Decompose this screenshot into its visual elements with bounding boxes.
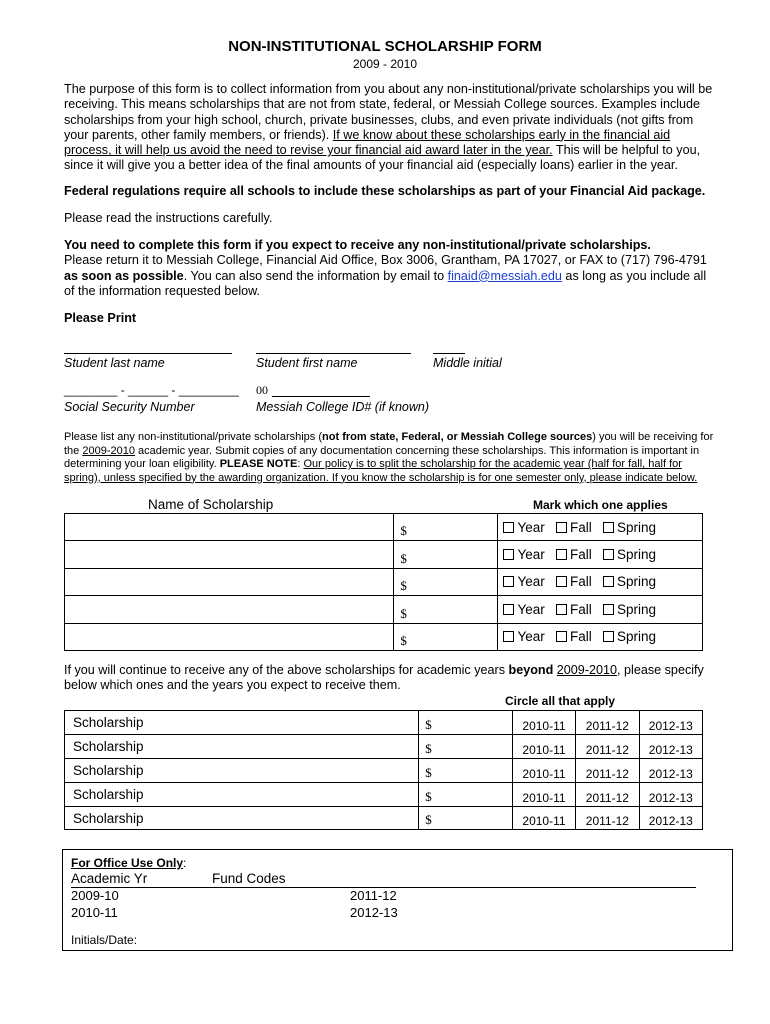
form-title: NON-INSTITUTIONAL SCHOLARSHIP FORM xyxy=(228,38,542,55)
office-year-2012: 2012-13 xyxy=(350,905,398,920)
option-fall[interactable] xyxy=(556,520,592,535)
office-colon: : xyxy=(183,856,187,870)
office-year-2009: 2009-10 xyxy=(71,888,119,903)
scholarship-name-cell[interactable] xyxy=(65,568,394,595)
dollar-sign: $ xyxy=(425,788,432,804)
year-option[interactable]: 2010-11 xyxy=(522,790,566,805)
dollar-sign: $ xyxy=(400,578,407,594)
please-note: PLEASE NOTE xyxy=(219,458,298,471)
scholarship-label-cell[interactable] xyxy=(65,782,419,806)
scholarship-name-cell[interactable] xyxy=(65,514,394,541)
beyond-d: , please specify below which ones and the years you expect to receive them. xyxy=(64,663,704,693)
office-year-2011: 2011-12 xyxy=(350,888,397,903)
purpose-end: This will be helpful to you, since it will give you a better idea of the final amounts of your financial aid (especially loans) earlier in the year. xyxy=(64,143,701,173)
office-use-box xyxy=(62,849,733,951)
year-option-cell[interactable] xyxy=(576,711,639,735)
future-scholarship-row xyxy=(65,806,703,830)
option-fall[interactable] xyxy=(556,547,592,562)
future-scholarship-row xyxy=(65,711,703,735)
email-link[interactable]: finaid@messiah.edu xyxy=(447,268,562,283)
option-spring[interactable] xyxy=(603,602,656,617)
checkbox-icon[interactable] xyxy=(603,549,614,560)
return-end: as long as you include all of the information requested below. xyxy=(64,268,707,298)
purpose-underlined: If we know about these scholarships early in the financial aid process, it will help us avoid the need to revise your financial aid award later in the year. xyxy=(64,127,671,158)
option-year[interactable] xyxy=(503,574,544,589)
note-year: 2009-2010 xyxy=(82,444,135,457)
scholarship-name-cell[interactable] xyxy=(65,541,394,568)
spring-label: Spring xyxy=(617,574,657,590)
year-option-cell[interactable] xyxy=(576,734,639,758)
dollar-sign: $ xyxy=(400,605,407,621)
year-option-cell[interactable] xyxy=(639,782,702,806)
future-amount-cell[interactable] xyxy=(419,806,513,830)
year-option-cell[interactable] xyxy=(512,806,575,830)
scholarship-label-cell[interactable] xyxy=(65,711,419,735)
fall-label: Fall xyxy=(570,629,592,645)
option-spring[interactable] xyxy=(603,574,656,589)
scholarship-row xyxy=(65,568,703,595)
checkbox-icon[interactable] xyxy=(603,522,614,533)
year-option[interactable]: 2011-12 xyxy=(585,790,629,805)
form-year: 2009 - 2010 xyxy=(352,57,418,71)
scholarship-label: Scholarship xyxy=(73,786,144,802)
last-name-label: Student last name xyxy=(64,356,165,370)
future-amount-cell[interactable] xyxy=(419,758,513,782)
college-id-label: Messiah College ID# (if known) xyxy=(256,400,429,414)
circle-all-header: Circle all that apply xyxy=(505,694,616,708)
year-option[interactable]: 2011-12 xyxy=(585,718,629,733)
year-option[interactable]: 2010-11 xyxy=(522,718,566,733)
scholarship-label: Scholarship xyxy=(73,762,144,778)
beyond-a: If you will continue to receive any of the above scholarships for academic years xyxy=(64,663,509,677)
note-a: Please list any non-institutional/private scholarships ( xyxy=(64,431,323,443)
future-amount-cell[interactable] xyxy=(419,711,513,735)
year-option[interactable]: 2010-11 xyxy=(522,766,566,781)
middle-initial-field[interactable] xyxy=(433,353,465,354)
dollar-sign: $ xyxy=(400,550,407,566)
option-spring[interactable] xyxy=(603,629,656,644)
term-options-cell xyxy=(498,568,703,595)
asap-text: as soon as possible xyxy=(64,268,184,283)
note-e: academic year. Submit copies of any documentation concerning these scholarships. This information is important in determining your loan eligibility. xyxy=(64,444,700,471)
option-year[interactable] xyxy=(503,602,544,617)
year-option[interactable]: 2011-12 xyxy=(585,742,629,757)
scholarship-row xyxy=(65,514,703,541)
option-spring[interactable] xyxy=(603,547,656,562)
dollar-sign: $ xyxy=(400,523,407,539)
future-scholarship-row xyxy=(65,758,703,782)
year-option[interactable]: 2011-12 xyxy=(585,814,629,829)
option-fall[interactable] xyxy=(556,629,592,644)
office-year-2010: 2010-11 xyxy=(71,905,118,920)
note-b: not from state, Federal, or Messiah College sources xyxy=(322,431,593,443)
spring-label: Spring xyxy=(617,547,657,563)
checkbox-icon[interactable] xyxy=(556,549,567,560)
year-option[interactable]: 2012-13 xyxy=(648,790,693,805)
scholarship-label-cell[interactable] xyxy=(65,734,419,758)
year-option-cell[interactable] xyxy=(512,782,575,806)
name-of-scholarship-header: Name of Scholarship xyxy=(148,497,274,512)
future-amount-cell[interactable] xyxy=(419,734,513,758)
academic-yr-label: Academic Yr xyxy=(71,871,148,886)
future-amount-cell[interactable] xyxy=(419,782,513,806)
term-options-cell xyxy=(498,541,703,568)
year-option-cell[interactable] xyxy=(512,711,575,735)
year-option[interactable]: 2012-13 xyxy=(648,766,693,781)
fall-label: Fall xyxy=(570,547,592,563)
purpose-paragraph xyxy=(64,82,714,174)
return-address: Please return it to Messiah College, Financial Aid Office, Box 3006, Grantham, PA 17027, or FAX to (717) 796-4791 xyxy=(64,253,707,268)
year-option-cell[interactable] xyxy=(639,711,702,735)
return-email-text: . You can also send the information by email to xyxy=(183,268,448,283)
amount-cell[interactable] xyxy=(394,596,498,623)
checkbox-icon[interactable] xyxy=(503,604,514,615)
federal-regulations-note: Federal regulations require all schools to include these scholarships as part of your Financial Aid package. xyxy=(64,184,706,198)
scholarship-row xyxy=(65,623,703,650)
middle-initial-label: Middle initial xyxy=(433,356,502,370)
last-name-field[interactable] xyxy=(64,353,232,354)
year-option[interactable]: 2012-13 xyxy=(648,742,693,757)
need-to-complete: You need to complete this form if you expect to receive any non-institutional/private scholarships. xyxy=(64,238,651,252)
year-option-cell[interactable] xyxy=(512,734,575,758)
scholarship-label: Scholarship xyxy=(73,714,144,730)
ssn-label: Social Security Number xyxy=(64,400,195,414)
spring-label: Spring xyxy=(617,601,657,617)
first-name-field[interactable] xyxy=(256,353,411,354)
scholarship-label: Scholarship xyxy=(73,810,144,826)
option-year[interactable] xyxy=(503,520,544,535)
read-instructions: Please read the instructions carefully. xyxy=(64,211,273,225)
scholarship-label: Scholarship xyxy=(73,738,144,754)
checkbox-icon[interactable] xyxy=(503,522,514,533)
term-options-cell xyxy=(498,514,703,541)
scholarship-row xyxy=(65,541,703,568)
year-option-cell[interactable] xyxy=(576,806,639,830)
list-instructions xyxy=(64,431,716,485)
year-option-cell[interactable] xyxy=(576,782,639,806)
return-paragraph xyxy=(64,238,714,299)
office-use-title xyxy=(71,856,186,870)
scholarship-label-cell[interactable] xyxy=(65,806,419,830)
fall-label: Fall xyxy=(570,519,592,535)
dollar-sign: $ xyxy=(425,716,432,732)
ssn-field[interactable]: ________ - ______ - _________ xyxy=(64,383,239,397)
purpose-text: The purpose of this form is to collect information from you about any non-institutional/private scholarships you will be receiving. This means scholarships that are not from state, federal, or Messiah College sources. Examples include scholarships from your high school, church, private businesses, clubs, and even private individuals (not gifts from your parents, other family members, or friends). xyxy=(64,82,713,142)
checkbox-icon[interactable] xyxy=(603,576,614,587)
year-label: Year xyxy=(517,629,545,645)
first-name-label: Student first name xyxy=(256,356,358,370)
scholarship-label-cell[interactable] xyxy=(65,758,419,782)
scholarship-table xyxy=(64,513,703,651)
checkbox-icon[interactable] xyxy=(603,604,614,615)
scholarship-name-cell[interactable] xyxy=(65,623,394,650)
beyond-bold: beyond xyxy=(508,663,554,677)
fall-label: Fall xyxy=(570,601,592,617)
please-print: Please Print xyxy=(64,311,137,325)
mark-which-applies-header: Mark which one applies xyxy=(533,498,668,512)
year-option[interactable]: 2010-11 xyxy=(522,814,566,829)
checkbox-icon[interactable] xyxy=(503,576,514,587)
year-option[interactable]: 2012-13 xyxy=(648,718,693,733)
amount-cell[interactable] xyxy=(394,568,498,595)
scholarship-row xyxy=(65,596,703,623)
year-option-cell[interactable] xyxy=(639,806,702,830)
option-fall[interactable] xyxy=(556,574,592,589)
option-year[interactable] xyxy=(503,547,544,562)
office-title-text: For Office Use Only xyxy=(71,856,184,870)
year-option[interactable]: 2012-13 xyxy=(648,814,693,829)
dollar-sign: $ xyxy=(425,764,432,780)
year-option[interactable]: 2010-11 xyxy=(522,742,566,757)
year-label: Year xyxy=(517,601,545,617)
amount-cell[interactable] xyxy=(394,514,498,541)
year-label: Year xyxy=(517,519,545,535)
future-scholarship-row xyxy=(65,782,703,806)
checkbox-icon[interactable] xyxy=(556,631,567,642)
checkbox-icon[interactable] xyxy=(556,604,567,615)
spring-label: Spring xyxy=(617,519,657,535)
scholarship-name-cell[interactable] xyxy=(65,596,394,623)
dollar-sign: $ xyxy=(425,740,432,756)
amount-cell[interactable] xyxy=(394,541,498,568)
amount-cell[interactable] xyxy=(394,623,498,650)
beyond-year: 2009-2010 xyxy=(556,663,618,677)
spring-label: Spring xyxy=(617,629,657,645)
note-g: : xyxy=(297,458,304,471)
note-c: ) you will be receiving for the xyxy=(64,431,714,457)
dollar-sign: $ xyxy=(425,812,432,828)
checkbox-icon[interactable] xyxy=(503,631,514,642)
option-spring[interactable] xyxy=(603,520,656,535)
year-label: Year xyxy=(517,547,545,563)
checkbox-icon[interactable] xyxy=(503,549,514,560)
checkbox-icon[interactable] xyxy=(556,522,567,533)
future-scholarship-row xyxy=(65,734,703,758)
checkbox-icon[interactable] xyxy=(556,576,567,587)
year-label: Year xyxy=(517,574,545,590)
year-option-cell[interactable] xyxy=(639,758,702,782)
year-option-cell[interactable] xyxy=(512,758,575,782)
college-id-field[interactable] xyxy=(272,396,370,397)
year-option-cell[interactable] xyxy=(576,758,639,782)
option-fall[interactable] xyxy=(556,602,592,617)
option-year[interactable] xyxy=(503,629,544,644)
term-options-cell xyxy=(498,623,703,650)
year-option[interactable]: 2011-12 xyxy=(585,766,629,781)
checkbox-icon[interactable] xyxy=(603,631,614,642)
dollar-sign: $ xyxy=(400,632,407,648)
college-id-prefix: 00 xyxy=(256,383,268,397)
policy-note: Our policy is to split the scholarship for the academic year (half for fall, half for spring), unless specified by the awarding organization. If you know the scholarship is for one semester only, please indicate below. xyxy=(64,458,698,484)
initials-date-label: Initials/Date: xyxy=(71,933,138,947)
fund-codes-label: Fund Codes xyxy=(212,871,286,886)
future-years-table xyxy=(64,710,703,830)
term-options-cell xyxy=(498,596,703,623)
fall-label: Fall xyxy=(570,574,592,590)
year-option-cell[interactable] xyxy=(639,734,702,758)
beyond-paragraph xyxy=(64,663,714,694)
